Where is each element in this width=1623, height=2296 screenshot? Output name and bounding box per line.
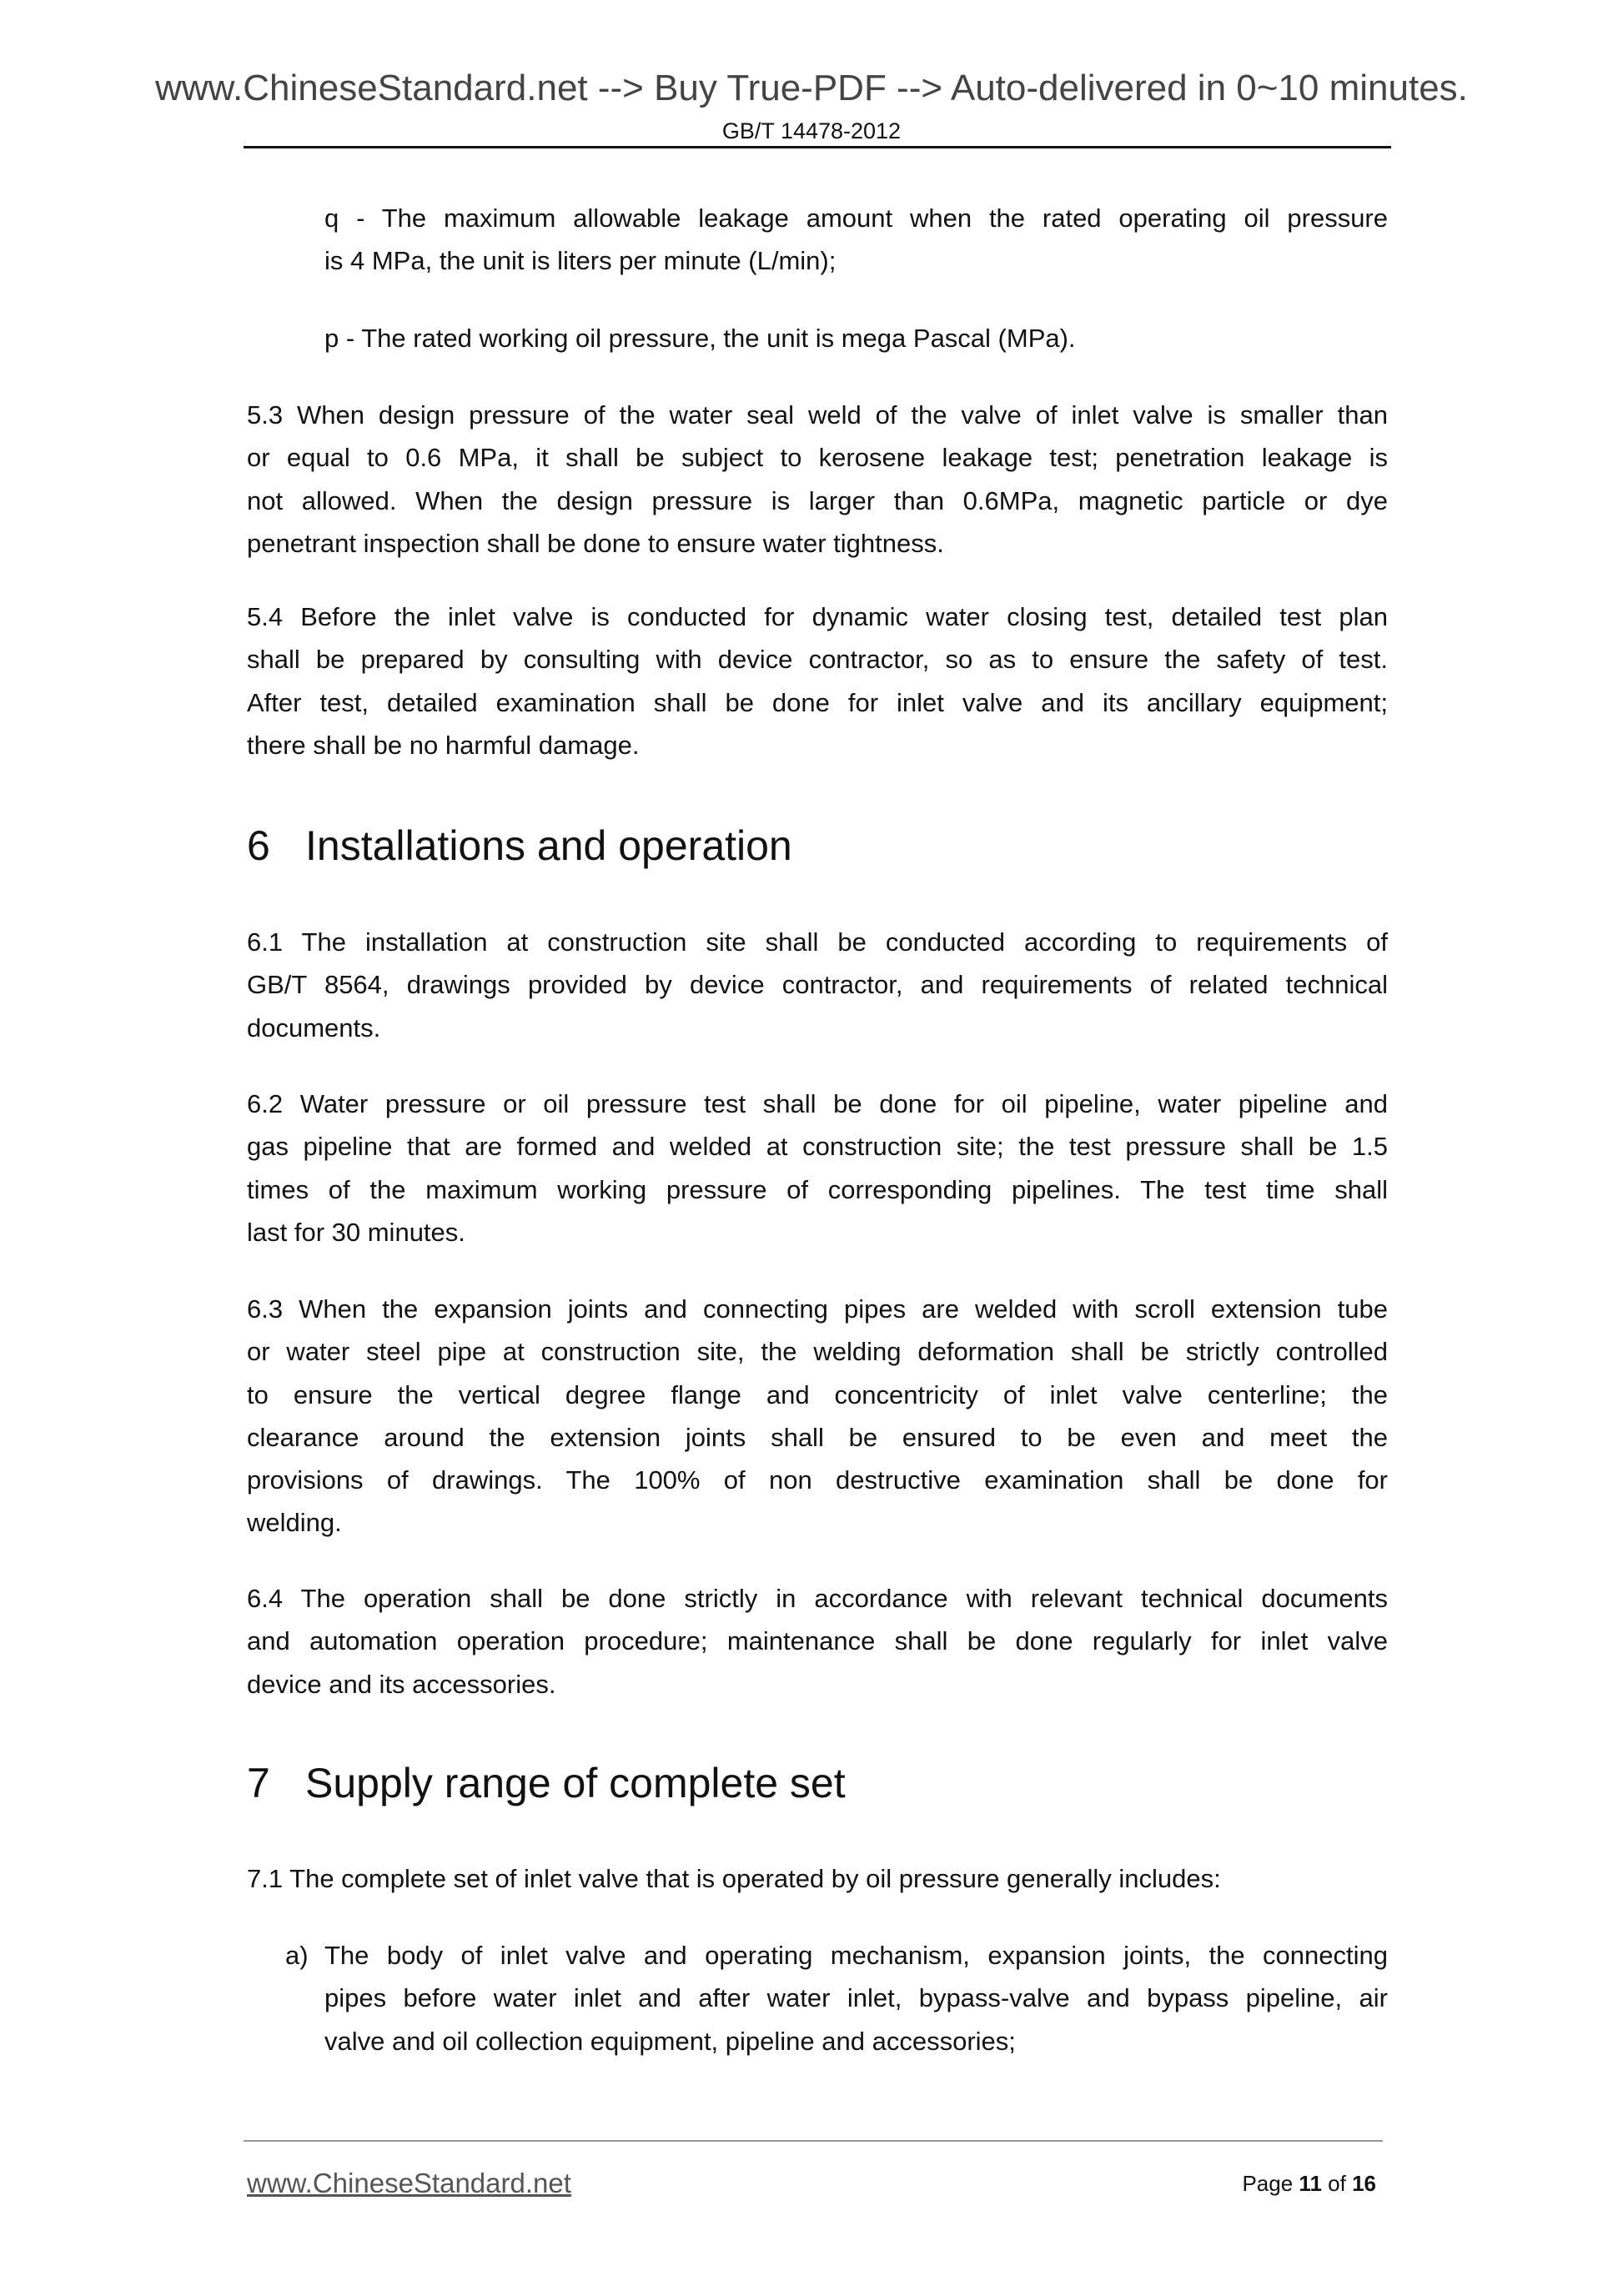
text-line: 5.3 When design pressure of the water seal weld of the valve of inlet valve is smaller than [247, 400, 1388, 430]
q-definition [324, 197, 1388, 283]
section-heading-7 [247, 1758, 846, 1808]
clause-5-3 [247, 394, 1388, 565]
text-line: there shall be no harmful damage. [247, 730, 640, 760]
text-line: or equal to 0.6 MPa, it shall be subject to kerosene leakage test; penetration leakage is [247, 443, 1388, 473]
text-line: q - The maximum allowable leakage amount when the rated operating oil pressure [324, 203, 1388, 233]
text-line: gas pipeline that are formed and welded at construction site; the test pressure shall be 1.5 [247, 1132, 1388, 1162]
clause-6-4 [247, 1577, 1388, 1706]
clause-6-3 [247, 1288, 1388, 1545]
p-definition [324, 317, 1388, 359]
text-line: provisions of drawings. The 100% of non destructive examination shall be done for [247, 1465, 1388, 1495]
text-line: 5.4 Before the inlet valve is conducted for dynamic water closing test, detailed test plan [247, 602, 1388, 631]
text-line: valve and oil collection equipment, pipeline and accessories; [324, 2026, 1016, 2056]
text-line: not allowed. When the design pressure is larger than 0.6MPa, magnetic particle or dye [247, 485, 1388, 515]
text-line: After test, detailed examination shall be done for inlet valve and its ancillary equipment; [247, 687, 1388, 717]
section-title: Installations and operation [305, 822, 792, 869]
text-line: 6.4 The operation shall be done strictly in accordance with relevant technical documents [247, 1584, 1388, 1613]
text-line: GB/T 8564, drawings provided by device contractor, and requirements of related technical [247, 970, 1388, 1000]
text-line: penetrant inspection shall be done to ensure water tightness. [247, 528, 944, 558]
text-line: clearance around the extension joints shall be ensured to be even and meet the [247, 1422, 1388, 1452]
list-marker: a) [285, 1941, 309, 1970]
text-line: shall be prepared by consulting with device contractor, so as to ensure the safety of test. [247, 645, 1388, 675]
clause-6-2 [247, 1083, 1388, 1254]
page-number [1242, 2168, 1376, 2198]
text-line: is 4 MPa, the unit is liters per minute (L/min); [324, 246, 837, 276]
clause-5-4 [247, 595, 1388, 766]
text-line: device and its accessories. [247, 1669, 556, 1699]
section-heading-6 [247, 821, 792, 871]
list-item-a [285, 1934, 1388, 2062]
footer-divider [244, 2140, 1383, 2142]
text-line: pipes before water inlet and after water inlet, bypass-valve and bypass pipeline, air [324, 1983, 1388, 2013]
page-of-label: of [1328, 2171, 1346, 2196]
header-divider [244, 146, 1391, 148]
page-label: Page [1242, 2171, 1294, 2196]
text-line: last for 30 minutes. [247, 1217, 465, 1247]
footer-site-link[interactable]: www.ChineseStandard.net [247, 2168, 571, 2198]
text-line: 6.2 Water pressure or oil pressure test shall be done for oil pipeline, water pipeline and [247, 1089, 1388, 1118]
section-title: Supply range of complete set [305, 1760, 846, 1806]
text-line: welding. [247, 1508, 342, 1538]
text-line: p - The rated working oil pressure, the unit is mega Pascal (MPa). [324, 324, 1076, 353]
clause-7-1 [247, 1857, 1388, 1900]
clause-6-1 [247, 921, 1388, 1049]
header-banner[interactable]: www.ChineseStandard.net --> Buy True-PDF --> Auto-delivered in 0~10 minutes. [155, 68, 1468, 108]
text-line: 6.1 The installation at construction site shall be conducted according to requirements of [247, 927, 1388, 957]
page-total: 16 [1352, 2171, 1376, 2196]
section-number: 7 [247, 1760, 270, 1806]
text-line: times of the maximum working pressure of corresponding pipelines. The test time shall [247, 1174, 1388, 1204]
text-line: and automation operation procedure; maintenance shall be done regularly for inlet valve [247, 1626, 1388, 1656]
section-number: 6 [247, 822, 270, 869]
page-current: 11 [1299, 2171, 1322, 2196]
text-line: documents. [247, 1012, 381, 1042]
text-line: 7.1 The complete set of inlet valve that is operated by oil pressure generally includes: [247, 1864, 1221, 1893]
text-line: or water steel pipe at construction site, the welding deformation shall be strictly controlled [247, 1337, 1388, 1367]
standard-id: GB/T 14478-2012 [721, 118, 902, 143]
text-line: 6.3 When the expansion joints and connecting pipes are welded with scroll extension tube [247, 1294, 1388, 1324]
text-line: to ensure the vertical degree flange and concentricity of inlet valve centerline; the [247, 1379, 1388, 1409]
text-line: The body of inlet valve and operating mechanism, expansion joints, the connecting [324, 1941, 1388, 1970]
